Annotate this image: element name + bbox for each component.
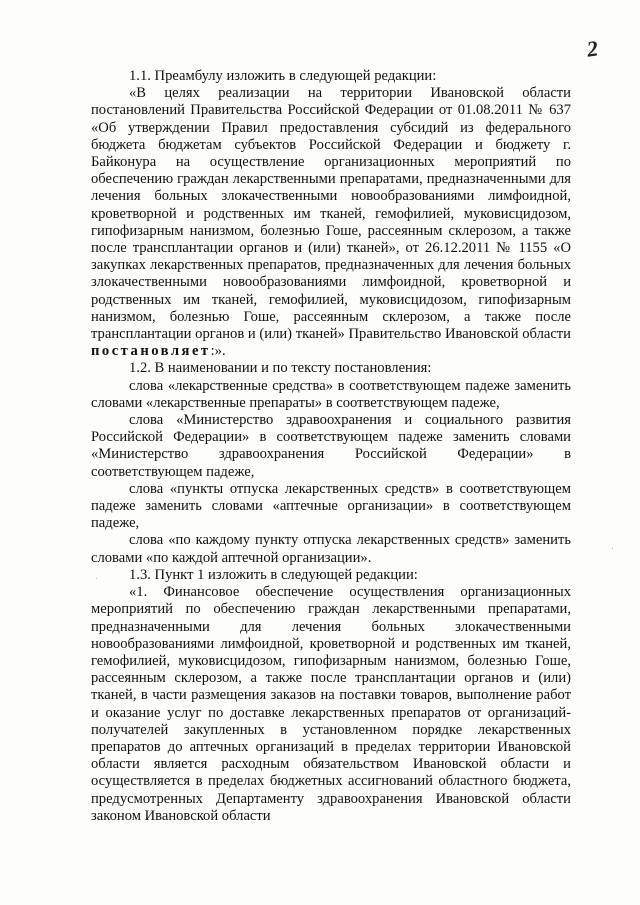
- paragraph-replace-1: слова «лекарственные средства» в соответствующем падеже заменить словами «лекарственные препараты» в соответствующем падеже,: [91, 377, 571, 411]
- paragraph-replace-2: слова «Министерство здравоохранения и социального развития Российской Федерации» в соответствующем падеже заменить словами «Министерство здравоохранения Российской Федерации» в соответствующем падеже,: [91, 412, 571, 480]
- preamble-end: :».: [210, 343, 226, 360]
- page-number: 2: [585, 35, 600, 62]
- paragraph-preamble: [91, 85, 571, 360]
- paragraph-replace-4: слова «по каждому пункту отпуска лекарственных средств» заменить словами «по каждой аптечной организации».: [91, 532, 571, 566]
- paragraph-1-2-heading: 1.2. В наименовании и по тексту постановления:: [129, 360, 432, 377]
- document-body: [91, 68, 571, 825]
- paragraph-1-1-heading: 1.1. Преамбулу изложить в следующей редакции:: [129, 68, 437, 84]
- scan-speck: [612, 548, 613, 549]
- paragraph-point-1: «1. Финансовое обеспечение осуществления организационных мероприятий по обеспечению граждан лекарственными препаратами, предназначенными для лечения больных злокачественными новообразованиями лимфоидной, кроветворной и родственных им тканей, гемофилией, муковисцидозом, гипофизарным нанизмом, болезнью Гоше, рассеянным склерозом, а также после трансплантации органов и (или) тканей, в части размещения заказов на поставки товаров, выполнение работ и оказание услуг по доставке лекарственных препаратов от организаций-получателей закупленных в установленном порядке лекарственных препаратов до аптечных организаций в пределах территории Ивановской области является расходным обязательством Ивановской области и осуществляется в пределах бюджетных ассигнований областного бюджета, предусмотренных Департаменту здравоохранения Ивановской области законом Ивановской области: [91, 584, 571, 824]
- preamble-verb: постановляет: [91, 343, 211, 360]
- scan-speck: [96, 578, 97, 579]
- paragraph-1-3-heading: 1.3. Пункт 1 изложить в следующей редакции:: [129, 566, 418, 583]
- paragraph-replace-3: слова «пункты отпуска лекарственных средств» в соответствующем падеже заменить словами «аптечные организации» в соответствующем падеже,: [91, 480, 571, 532]
- preamble-text: «В целях реализации на территории Ивановской области постановлений Правительства Российской Федерации от 01.08.2011 № 637 «Об утверждении Правил предоставления субсидий из федерального бюджета бюджетам субъектов Российской Федерации и бюджету г. Байконура на осуществление организационных мероприятий по обеспечению граждан лекарственными препаратами, предназначенными для лечения больных злокачественными новообразованиями лимфоидной, кроветворной и родственных им тканей, гемофилией, муковисцидозом, гипофизарным нанизмом, болезнью Гоше, рассеянным склерозом, а также после трансплантации органов и (или) тканей», от 26.12.2011 № 1155 «О закупках лекарственных препаратов, предназначенных для лечения больных злокачественными новообразованиями лимфоидной, кроветворной и родственных им тканей, гемофилией, муковисцидозом, гипофизарным нанизмом, болезнью Гоше, рассеянным склерозом, а также после трансплантации органов и (или) тканей» Правительство Ивановской области: [91, 85, 571, 343]
